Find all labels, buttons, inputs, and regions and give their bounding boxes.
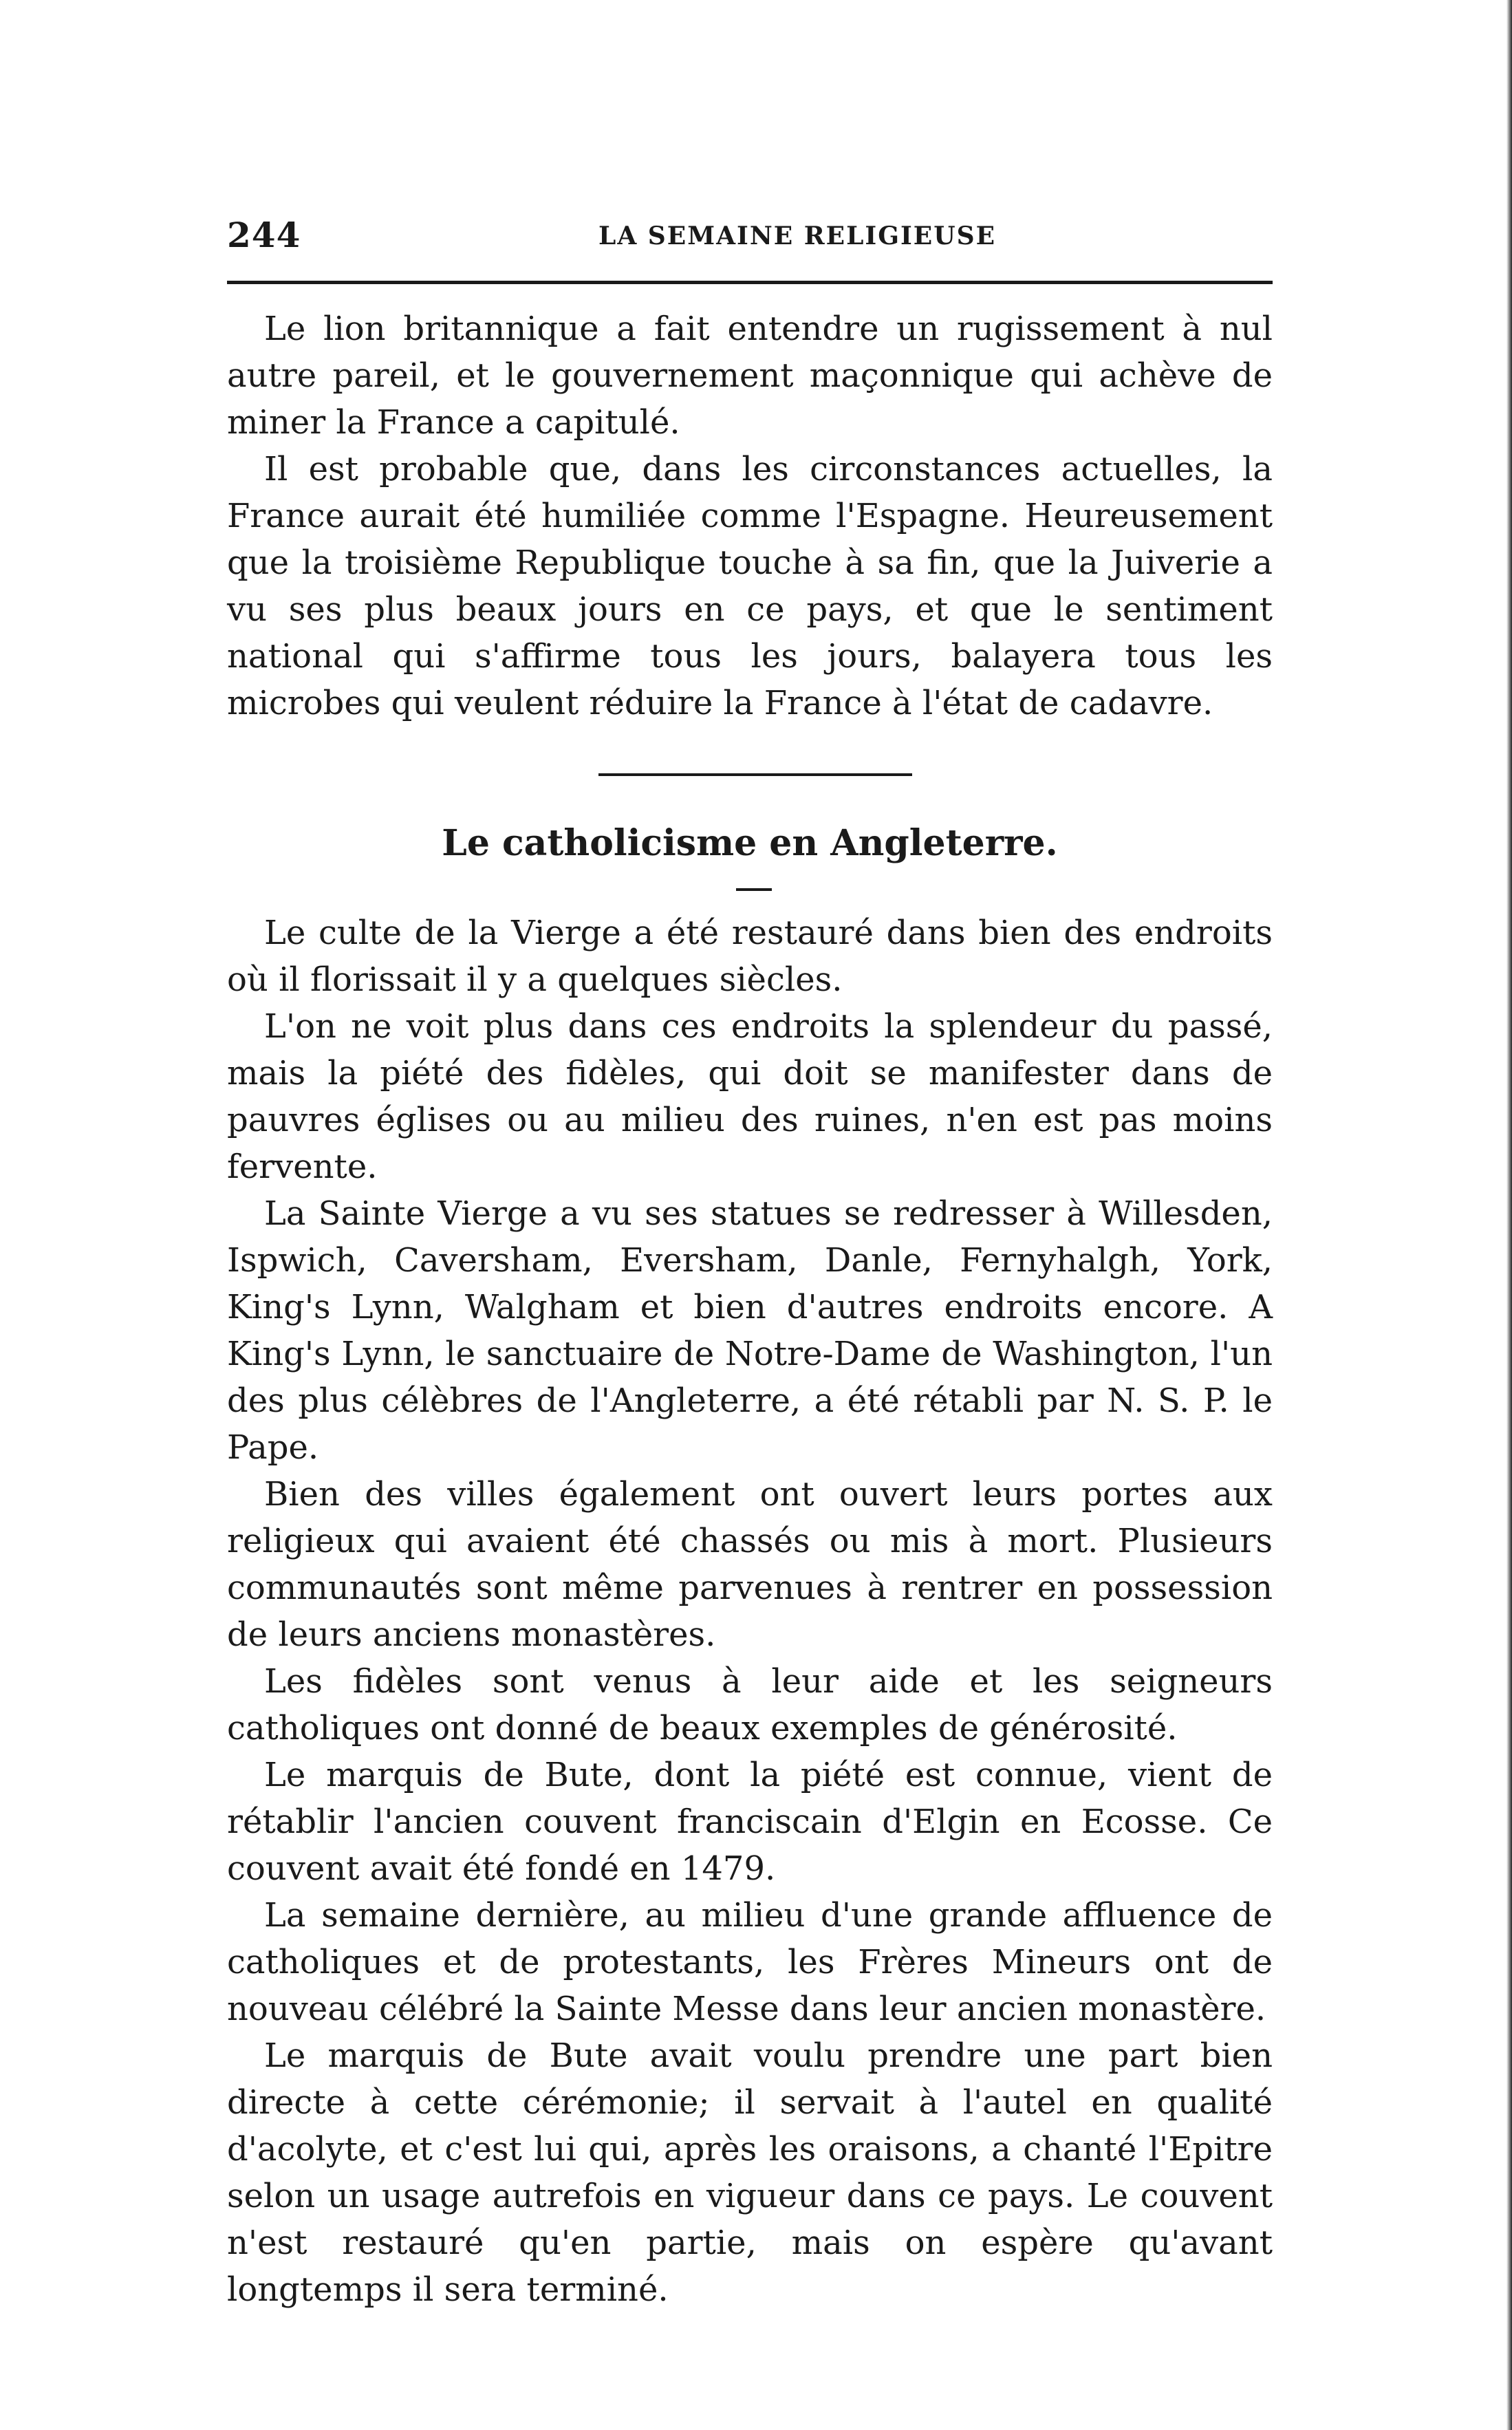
page-number: 244 — [227, 215, 301, 255]
article-continuation — [227, 305, 1273, 727]
paragraph: La semaine dernière, au milieu d'une grande affluence de catholiques et de protestants, les Frères Mineurs ont de nouveau célébré la Sainte Messe dans leur ancien monastère. — [227, 1896, 1273, 2028]
paragraph: Le marquis de Bute, dont la piété est connue, vient de rétablir l'ancien couvent franciscain d'Elgin en Ecosse. Ce couvent avait été fondé en 1479. — [227, 1756, 1273, 1888]
paragraph: Le marquis de Bute avait voulu prendre une part bien directe à cette cérémonie; il servait à l'autel en qualité d'acolyte, et c'est lui qui, après les oraisons, a chanté l'Epitre selon un usage autrefois en vigueur dans ce pays. Le couvent n'est restauré qu'en partie, mais on espère qu'avant longtemps il sera terminé. — [227, 2036, 1273, 2309]
paragraph: La Sainte Vierge a vu ses statues se redresser à Willesden, Ispwich, Caversham, Eversham, Danle, Fernyhalgh, York, King's Lynn, Walgham et bien d'autres endroits encore. A King's Lynn, le sanctuaire de Notre-Dame de Washington, l'un des plus célèbres de l'Angleterre, a été rétabli par N. S. P. le Pape. — [227, 1194, 1273, 1467]
paragraph: Le lion britannique a fait entendre un rugissement à nul autre pareil, et le gouvernement maçonnique qui achève de miner la France a capitulé. — [227, 310, 1273, 442]
paragraph: L'on ne voit plus dans ces endroits la splendeur du passé, mais la piété des fidèles, qui doit se manifester dans de pauvres églises ou au milieu des ruines, n'en est pas moins fervente. — [227, 1007, 1273, 1186]
section-divider — [598, 773, 912, 776]
section-title: Le catholicisme en Angleterre. — [442, 822, 1058, 864]
title-dash — [736, 888, 772, 891]
running-header — [227, 206, 1273, 261]
header-rule — [227, 281, 1273, 284]
paragraph: Bien des villes également ont ouvert leurs portes aux religieux qui avaient été chassés ou mis à mort. Plusieurs communautés sont même parvenues à rentrer en possession de leurs anciens monastères. — [227, 1475, 1273, 1654]
paragraph: Les fidèles sont venus à leur aide et les seigneurs catholiques ont donné de beaux exemples de générosité. — [227, 1662, 1273, 1748]
page-edge-shadow — [1506, 0, 1512, 2430]
running-title: LA SEMAINE RELIGIEUSE — [598, 222, 997, 250]
paragraph: Il est probable que, dans les circonstances actuelles, la France aurait été humiliée comme l'Espagne. Heureusement que la troisième Republique touche à sa fin, que la Juiverie a vu ses plus beaux jours en ce pays, et que le sentiment national qui s'affirme tous les jours, balayera tous les microbes qui veulent réduire la France à l'état de cadavre. — [227, 450, 1273, 722]
paragraph: Le culte de la Vierge a été restauré dans bien des endroits où il florissait il y a quelques siècles. — [227, 914, 1273, 999]
article-body — [227, 910, 1273, 2313]
